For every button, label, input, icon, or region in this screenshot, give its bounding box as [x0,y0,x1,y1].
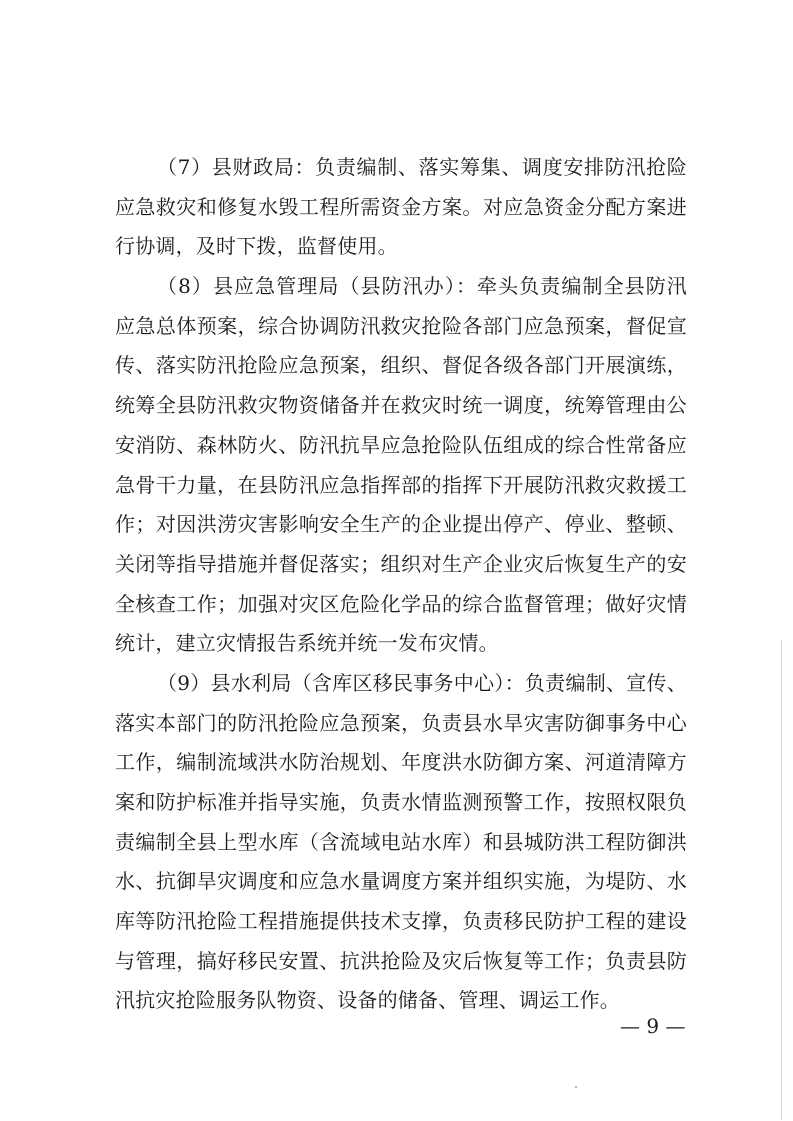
text-line: 安消防、森林防火、防汛抗旱应急抢险队伍组成的综合性常备应 [115,432,687,457]
text-line: 应急救灾和修复水毁工程所需资金方案。对应急资金分配方案进 [115,194,687,219]
scan-speck [575,1086,577,1088]
text-line: 传、落实防汛抢险应急预案，组织、督促各级各部门开展演练， [115,353,687,378]
page-number: — 9 — [620,1014,686,1038]
paragraph-county-finance-bureau [115,148,687,267]
text-line: （9）县水利局（含库区移民事务中心）：负责编制、宣传、 [157,670,687,695]
text-line: （7）县财政局：负责编制、落实筹集、调度安排防汛抢险 [157,155,687,179]
text-line: （8）县应急管理局（县防汛办）：牵头负责编制全县防汛 [157,274,687,299]
scan-edge-line [781,640,782,1120]
text-line: 与管理，搞好移民安置、抗洪抢险及灾后恢复等工作；负责县防 [115,948,687,973]
text-line: 汛抗灾抢险服务队物资、设备的储备、管理、调运工作。 [115,988,620,1013]
body-text [115,148,687,1021]
paragraph-county-emergency-bureau [115,267,687,664]
text-line: 责编制全县上型水库（含流域电站水库）和县城防洪工程防御洪 [115,829,687,854]
text-line: 工作，编制流域洪水防治规划、年度洪水防御方案、河道清障方 [115,750,687,775]
paragraph-county-water-bureau [115,664,687,1021]
text-line: 作；对因洪涝灾害影响安全生产的企业提出停产、停业、整顿、 [115,512,687,537]
text-line: 库等防汛抢险工程措施提供技术支撑，负责移民防护工程的建设 [115,909,687,934]
text-line: 水、抗御旱灾调度和应急水量调度方案并组织实施，为堤防、水 [115,869,687,894]
text-line: 应急总体预案，综合协调防汛救灾抢险各部门应急预案，督促宣 [115,313,687,338]
text-line: 全核查工作；加强对灾区危险化学品的综合监督管理；做好灾情 [115,591,687,616]
text-line: 落实本部门的防汛抢险应急预案，负责县水旱灾害防御事务中心 [115,710,687,735]
text-line: 案和防护标准并指导实施，负责水情监测预警工作，按照权限负 [115,790,687,814]
text-line: 统筹全县防汛救灾物资储备并在救灾时统一调度，统筹管理由公 [115,393,687,418]
text-line: 统计，建立灾情报告系统并统一发布灾情。 [115,631,499,656]
text-line: 关闭等指导措施并督促落实；组织对生产企业灾后恢复生产的安 [115,551,687,576]
text-line: 行协调，及时下拨，监督使用。 [115,234,398,259]
text-line: 急骨干力量，在县防汛应急指挥部的指挥下开展防汛救灾救援工 [115,472,687,497]
